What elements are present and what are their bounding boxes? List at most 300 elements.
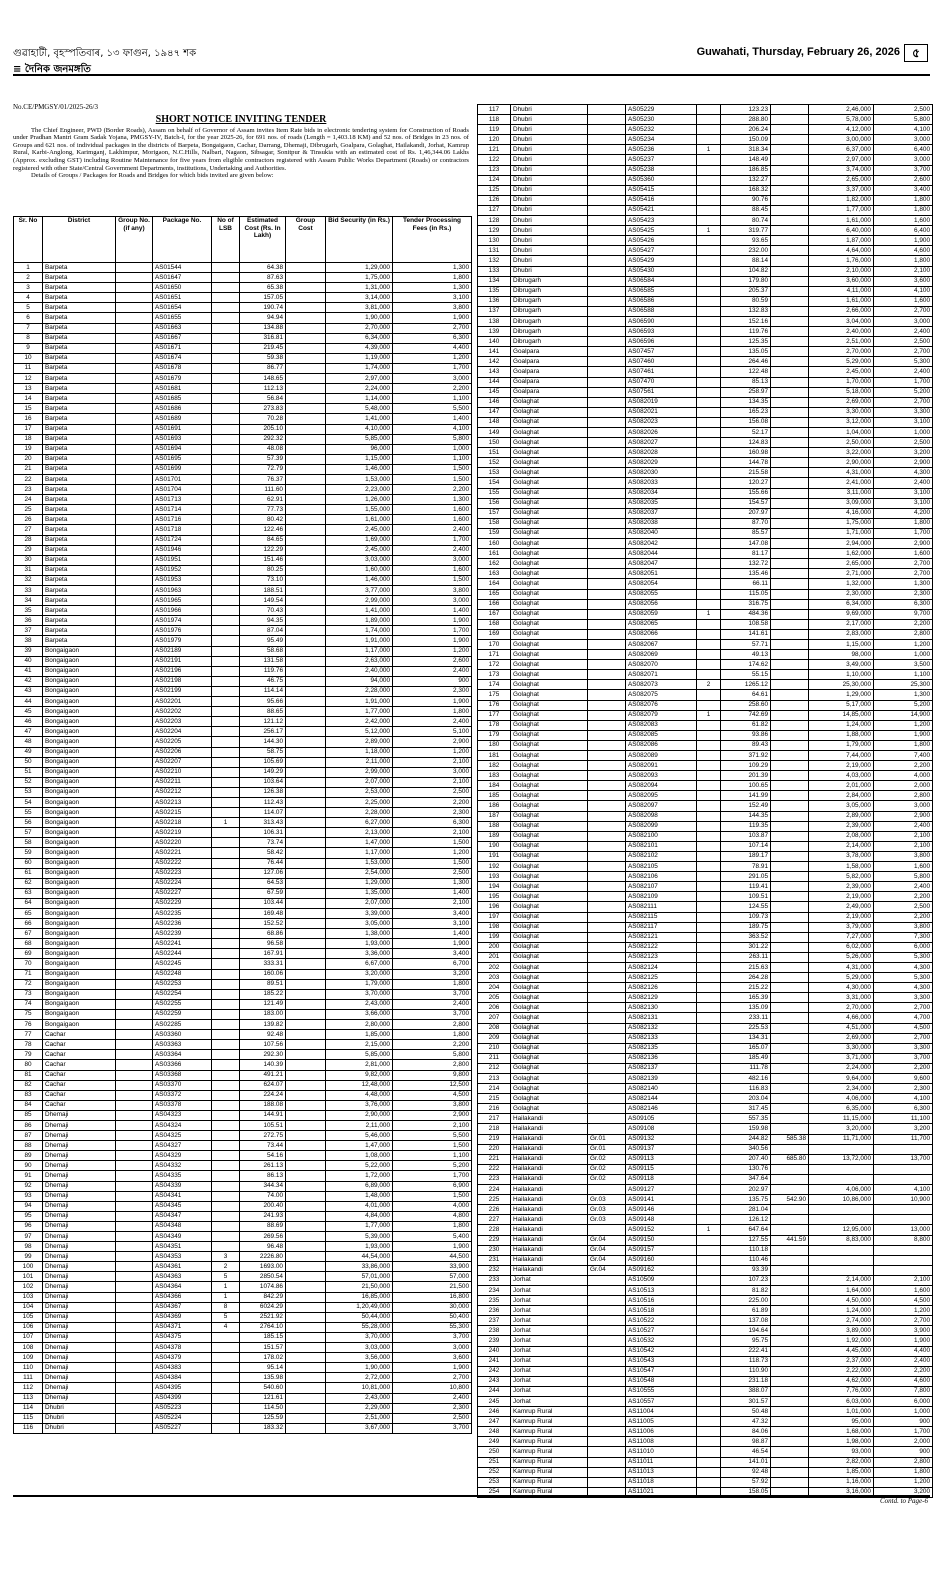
group-cost-cell: 685.80 [771,1154,809,1164]
sr-no-cell: 184 [478,781,511,791]
group-no-cell [116,1252,153,1262]
lsb-cell [697,417,721,427]
lsb-cell [697,407,721,417]
lsb-cell [212,404,240,414]
sr-no-cell: 73 [14,989,43,999]
processing-fee-cell: 1,600 [874,216,933,226]
estimated-cost-cell: 98.87 [721,1437,771,1447]
bid-security-cell: 3,60,000 [809,276,874,286]
bid-security-cell [809,1164,874,1174]
group-cost-cell [286,1020,326,1030]
package-no-cell: AS01951 [153,555,212,565]
district-cell: Dhemaji [43,1151,116,1161]
processing-fee-cell: 2,100 [874,831,933,841]
estimated-cost-cell: 205.10 [240,424,286,434]
bid-security-cell: 3,03,000 [326,1343,393,1353]
district-cell: Bongaigaon [43,909,116,919]
table-row [478,1366,933,1376]
table-row [478,539,933,549]
group-cost-cell [771,942,809,952]
package-no-cell: AS082099 [626,821,697,831]
group-no-cell [588,589,626,599]
group-cost-cell [771,185,809,195]
lsb-cell [697,1074,721,1084]
district-cell: Golaghat [511,1043,588,1053]
processing-fee-cell: 1,800 [874,205,933,215]
notice-groups-line: Details of Groups / Packages for Roads and Bridges for which bids invited are given below: [31,172,274,180]
group-cost-cell [771,549,809,559]
sr-no-cell: 165 [478,589,511,599]
processing-fee-cell: 2,500 [874,105,933,115]
lsb-cell [212,989,240,999]
bid-security-cell: 11,71,000 [809,1134,874,1144]
group-cost-cell [286,868,326,878]
table-row [478,347,933,357]
sr-no-cell: 216 [478,1104,511,1114]
group-no-cell [116,999,153,1009]
group-no-cell [588,1104,626,1114]
processing-fee-cell: 1,900 [874,730,933,740]
package-no-cell: AS10547 [626,1366,697,1376]
table-row [14,1181,472,1191]
processing-fee-cell: 2,100 [393,757,472,767]
bid-security-cell: 2,45,000 [326,545,393,555]
table-row [478,609,933,619]
lsb-cell [212,727,240,737]
table-body-right [478,105,933,1498]
lsb-cell [697,751,721,761]
processing-fee-cell: 5,800 [874,872,933,882]
table-row [14,1322,472,1332]
bid-security-cell: 3,74,000 [809,165,874,175]
estimated-cost-cell: 219.45 [240,343,286,353]
table-row [478,710,933,720]
sr-no-cell: 207 [478,1013,511,1023]
group-cost-cell [286,1171,326,1181]
table-row [478,478,933,488]
table-row [478,751,933,761]
group-no-cell [588,771,626,781]
estimated-cost-cell: 2850.54 [240,1272,286,1282]
bid-security-cell: 4,06,000 [809,1185,874,1195]
district-cell: Dhubri [43,1413,116,1423]
package-no-cell: AS082121 [626,932,697,942]
district-cell: Kamrup Rural [511,1437,588,1447]
lsb-cell [697,740,721,750]
sr-no-cell: 171 [478,650,511,660]
table-row [14,515,472,525]
table-row [478,205,933,215]
lsb-cell [212,636,240,646]
processing-fee-cell: 1,800 [393,979,472,989]
bid-security-cell: 2,51,000 [809,337,874,347]
estimated-cost-cell: 80.42 [240,515,286,525]
sr-no-cell: 228 [478,1225,511,1235]
group-cost-cell [286,959,326,969]
bid-security-cell: 9,82,000 [326,1070,393,1080]
group-cost-cell [771,1306,809,1316]
district-cell: Hailakandi [511,1225,588,1235]
sr-no-cell: 188 [478,821,511,831]
sr-no-cell: 149 [478,428,511,438]
group-no-cell [116,414,153,424]
district-cell: Golaghat [511,488,588,498]
district-cell: Golaghat [511,397,588,407]
package-no-cell: AS082105 [626,862,697,872]
estimated-cost-cell: 150.09 [721,135,771,145]
lsb-cell [212,1090,240,1100]
processing-fee-cell: 3,000 [874,155,933,165]
bid-security-cell: 3,71,000 [809,1053,874,1063]
processing-fee-cell: 1,500 [393,474,472,484]
group-cost-cell [771,720,809,730]
package-no-cell: AS02253 [153,979,212,989]
package-no-cell: AS082027 [626,438,697,448]
package-no-cell: AS01655 [153,313,212,323]
group-no-cell [116,1171,153,1181]
bid-security-cell: 33,86,000 [326,1262,393,1272]
sr-no-cell: 45 [14,707,43,717]
processing-fee-cell: 5,500 [393,1131,472,1141]
group-cost-cell [771,1255,809,1265]
table-row [478,811,933,821]
group-cost-cell [771,1074,809,1084]
lsb-cell [212,808,240,818]
group-cost-cell [286,1151,326,1161]
estimated-cost-cell: 160.98 [721,448,771,458]
bid-security-cell: 2,42,000 [326,717,393,727]
estimated-cost-cell: 291.05 [721,872,771,882]
estimated-cost-cell: 156.08 [721,417,771,427]
bid-security-cell: 5,82,000 [809,872,874,882]
district-cell: Golaghat [511,720,588,730]
district-cell: Dhubri [511,175,588,185]
sr-no-cell: 157 [478,508,511,518]
group-no-cell [588,1003,626,1013]
group-cost-cell [771,448,809,458]
group-cost-cell [771,751,809,761]
bid-security-cell: 2,82,000 [809,1457,874,1467]
processing-fee-cell: 3,200 [874,448,933,458]
group-no-cell [588,912,626,922]
bid-security-cell: 1,82,000 [809,195,874,205]
bid-security-cell: 3,22,000 [809,448,874,458]
lsb-cell [212,737,240,747]
group-no-cell [116,1211,153,1221]
group-no-cell [588,438,626,448]
package-no-cell: AS082089 [626,751,697,761]
group-cost-cell [286,353,326,363]
estimated-cost-cell: 200.40 [240,1201,286,1211]
lsb-cell [697,175,721,185]
table-row [14,1211,472,1221]
group-cost-cell [771,155,809,165]
lsb-cell [697,670,721,680]
package-no-cell: AS11004 [626,1407,697,1417]
package-no-cell: AS01679 [153,374,212,384]
package-no-cell: AS082107 [626,882,697,892]
table-row [14,1060,472,1070]
estimated-cost-cell: 183.32 [240,1423,286,1433]
lsb-cell [212,747,240,757]
estimated-cost-cell: 110.46 [721,1255,771,1265]
processing-fee-cell: 4,300 [874,962,933,972]
package-no-cell: AS04371 [153,1322,212,1332]
bid-security-cell: 2,80,000 [326,1020,393,1030]
district-cell: Golaghat [511,1033,588,1043]
table-row [478,740,933,750]
group-no-cell [588,579,626,589]
left-column [13,104,471,1493]
estimated-cost-cell: 482.16 [721,1074,771,1084]
district-cell: Jorhat [511,1326,588,1336]
bid-security-cell: 7,44,000 [809,751,874,761]
processing-fee-cell: 1,300 [874,579,933,589]
estimated-cost-cell: 2764.10 [240,1322,286,1332]
estimated-cost-cell: 52.17 [721,428,771,438]
group-cost-cell [286,374,326,384]
group-cost-cell [286,1363,326,1373]
group-cost-cell [771,226,809,236]
sr-no-cell: 58 [14,838,43,848]
lsb-cell [697,952,721,962]
group-no-cell [116,676,153,686]
estimated-cost-cell: 222.41 [721,1346,771,1356]
table-row [478,639,933,649]
estimated-cost-cell: 201.39 [721,771,771,781]
estimated-cost-cell: 112.13 [240,384,286,394]
lsb-cell [212,1211,240,1221]
processing-fee-cell: 2,800 [874,791,933,801]
estimated-cost-cell: 84.06 [721,1427,771,1437]
table-row [478,1114,933,1124]
package-no-cell: AS082124 [626,962,697,972]
group-no-cell [588,962,626,972]
district-cell: Bongaigaon [43,828,116,838]
table-row [14,1232,472,1242]
lsb-cell [697,1467,721,1477]
package-no-cell: AS04384 [153,1373,212,1383]
group-no-cell [588,629,626,639]
bid-security-cell: 2,11,000 [326,1120,393,1130]
sr-no-cell: 158 [478,518,511,528]
group-no-cell: Gr.03 [588,1215,626,1225]
package-no-cell: AS11011 [626,1457,697,1467]
package-no-cell: AS02221 [153,848,212,858]
lsb-cell [697,1427,721,1437]
group-no-cell: Gr.02 [588,1154,626,1164]
district-cell: Golaghat [511,428,588,438]
estimated-cost-cell: 148.65 [240,374,286,384]
estimated-cost-cell: 108.58 [721,619,771,629]
district-cell: Golaghat [511,569,588,579]
table-row [478,236,933,246]
group-cost-cell [771,1023,809,1033]
estimated-cost-cell: 144.78 [721,458,771,468]
processing-fee-cell: 7,300 [874,932,933,942]
table-row [14,414,472,424]
lsb-cell [212,586,240,596]
processing-fee-cell: 1,300 [393,878,472,888]
table-row [478,1053,933,1063]
sr-no-cell: 195 [478,892,511,902]
processing-fee-cell: 2,100 [874,266,933,276]
bid-security-cell: 1,91,000 [326,697,393,707]
processing-fee-cell: 1,500 [393,464,472,474]
table-row [478,690,933,700]
processing-fee-cell: 1,700 [393,626,472,636]
table-row [14,898,472,908]
package-no-cell: AS02285 [153,1020,212,1030]
group-cost-cell [286,444,326,454]
table-row [478,902,933,912]
table-row [478,185,933,195]
processing-fee-cell: 1,600 [393,565,472,575]
processing-fee-cell: 1,600 [874,862,933,872]
package-no-cell: AS082030 [626,468,697,478]
group-cost-cell [771,1164,809,1174]
table-row [478,791,933,801]
processing-fee-cell: 1,800 [874,518,933,528]
table-row [478,296,933,306]
table-row [478,266,933,276]
table-row [478,135,933,145]
estimated-cost-cell: 61.89 [721,1306,771,1316]
group-no-cell [116,444,153,454]
estimated-cost-cell: 105.51 [240,1120,286,1130]
district-cell: Hailakandi [511,1255,588,1265]
group-cost-cell [771,1144,809,1154]
sr-no-cell: 123 [478,165,511,175]
lsb-cell [212,1423,240,1433]
table-row [478,458,933,468]
district-cell: Jorhat [511,1306,588,1316]
sr-no-cell: 49 [14,747,43,757]
processing-fee-cell: 3,000 [874,801,933,811]
lsb-cell [697,619,721,629]
table-row [14,616,472,626]
processing-fee-cell: 6,300 [874,1104,933,1114]
group-cost-cell [771,347,809,357]
table-row [14,727,472,737]
processing-fee-cell: 10,800 [393,1383,472,1393]
bid-security-cell [809,1144,874,1154]
estimated-cost-cell: 185.15 [240,1332,286,1342]
group-cost-cell: 585.38 [771,1134,809,1144]
table-row [478,1063,933,1073]
group-no-cell [588,892,626,902]
processing-fee-cell: 4,300 [874,468,933,478]
package-no-cell: AS09127 [626,1185,697,1195]
table-row [14,444,472,454]
estimated-cost-cell: 344.34 [240,1181,286,1191]
group-cost-cell [286,1373,326,1383]
table-row [14,1161,472,1171]
header-estimated-cost: Estimated Cost (Rs. In Lakh) [240,217,286,263]
lsb-cell [697,256,721,266]
table-row [478,1427,933,1437]
district-cell: Barpeta [43,333,116,343]
group-no-cell [116,868,153,878]
sr-no-cell: 176 [478,700,511,710]
table-row [14,1171,472,1181]
sr-no-cell: 120 [478,135,511,145]
package-no-cell: AS10543 [626,1356,697,1366]
table-row [478,1265,933,1275]
group-cost-cell [286,797,326,807]
table-row [14,525,472,535]
district-cell: Cachar [43,1070,116,1080]
estimated-cost-cell: 56.84 [240,394,286,404]
package-no-cell: AS06588 [626,306,697,316]
lsb-cell [212,1020,240,1030]
estimated-cost-cell: 207.40 [721,1154,771,1164]
package-no-cell: AS082097 [626,801,697,811]
group-no-cell [588,286,626,296]
sr-no-cell: 221 [478,1154,511,1164]
district-cell: Jorhat [511,1336,588,1346]
processing-fee-cell: 2,700 [874,1003,933,1013]
bid-security-cell: 1,79,000 [326,979,393,989]
estimated-cost-cell: 104.82 [721,266,771,276]
lsb-cell [697,1033,721,1043]
group-cost-cell [286,515,326,525]
processing-fee-cell: 1,900 [393,1363,472,1373]
sr-no-cell: 222 [478,1164,511,1174]
sr-no-cell: 119 [478,125,511,135]
table-row [14,919,472,929]
lsb-cell [212,828,240,838]
group-no-cell: Gr.04 [588,1245,626,1255]
estimated-cost-cell: 215.58 [721,468,771,478]
table-row [14,808,472,818]
masthead [13,44,930,78]
lsb-cell [697,902,721,912]
lsb-cell [212,959,240,969]
group-no-cell [588,508,626,518]
table-row [14,1272,472,1282]
processing-fee-cell: 3,200 [874,1487,933,1497]
estimated-cost-cell: 264.28 [721,973,771,983]
group-no-cell [588,1225,626,1235]
group-no-cell [116,686,153,696]
group-no-cell [116,394,153,404]
lsb-cell [212,656,240,666]
estimated-cost-cell: 233.11 [721,1013,771,1023]
processing-fee-cell: 4,800 [393,1211,472,1221]
processing-fee-cell: 2,200 [393,485,472,495]
district-cell: Golaghat [511,902,588,912]
processing-fee-cell: 7,400 [874,751,933,761]
processing-fee-cell: 3,300 [874,993,933,1003]
processing-fee-cell: 57,000 [393,1272,472,1282]
processing-fee-cell: 900 [393,676,472,686]
bid-security-cell: 1,47,000 [326,1141,393,1151]
table-row [478,680,933,690]
lsb-cell [697,730,721,740]
table-row [14,303,472,313]
table-row [478,831,933,841]
processing-fee-cell: 1,300 [874,690,933,700]
processing-fee-cell [874,1164,933,1174]
sr-no-cell: 219 [478,1134,511,1144]
package-no-cell: AS04349 [153,1232,212,1242]
processing-fee-cell: 2,400 [393,525,472,535]
district-cell: Golaghat [511,952,588,962]
group-no-cell: Gr.03 [588,1205,626,1215]
lsb-cell: 1 [697,710,721,720]
bid-security-cell: 3,20,000 [809,1124,874,1134]
